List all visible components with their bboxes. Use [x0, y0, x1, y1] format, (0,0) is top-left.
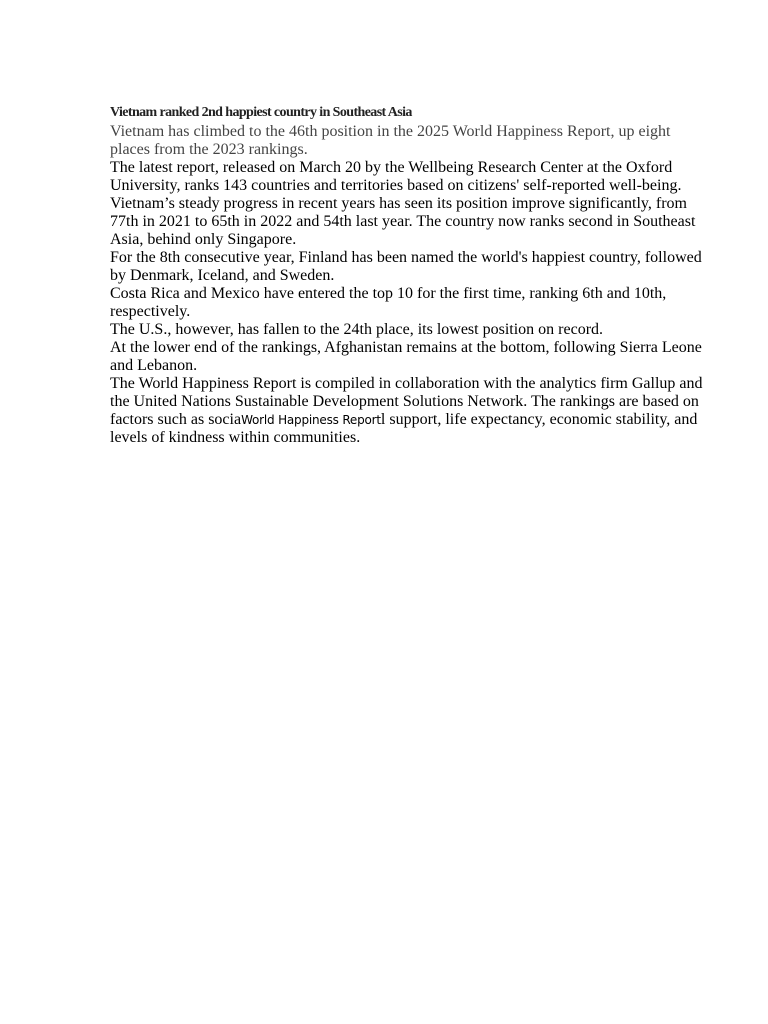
last-paragraph-start: The World Happiness Report is compiled in collaboration with the analytics firm Gallup and the United Nations Sustainable Development Solutions Network. The rankings are based on factors such as socia	[110, 375, 703, 428]
article-paragraph: Vietnam’s steady progress in recent years has seen its position improve significantly, from 77th in 2021 to 65th in 2022 and 54th last year. The country now ranks second in Southeast Asia, behind only Singapore.	[110, 195, 696, 248]
inserted-phrase: World Happiness Report	[241, 413, 381, 427]
article-lead: Vietnam has climbed to the 46th position in the 2025 World Happiness Report, up eight places from the 2023 rankings.	[110, 123, 671, 158]
article-title: Vietnam ranked 2nd happiest country in Southeast Asia	[110, 105, 412, 120]
article-paragraph: At the lower end of the rankings, Afghanistan remains at the bottom, following Sierra Leone and Lebanon.	[110, 339, 702, 374]
article-paragraph: The latest report, released on March 20 by the Wellbeing Research Center at the Oxford University, ranks 143 countries and territories based on citizens' self-reported well-being.	[110, 159, 682, 194]
article-last-paragraph	[110, 375, 710, 447]
article-body	[110, 104, 710, 447]
article-paragraph: The U.S., however, has fallen to the 24th place, its lowest position on record.	[110, 321, 604, 338]
article-paragraph: For the 8th consecutive year, Finland has been named the world's happiest country, followed by Denmark, Iceland, and Sweden.	[110, 249, 702, 284]
last-paragraph-end: l support, life expectancy, economic stability, and levels of kindness within communities.	[110, 411, 698, 446]
article-paragraph: Costa Rica and Mexico have entered the top 10 for the first time, ranking 6th and 10th, respectively.	[110, 285, 667, 320]
